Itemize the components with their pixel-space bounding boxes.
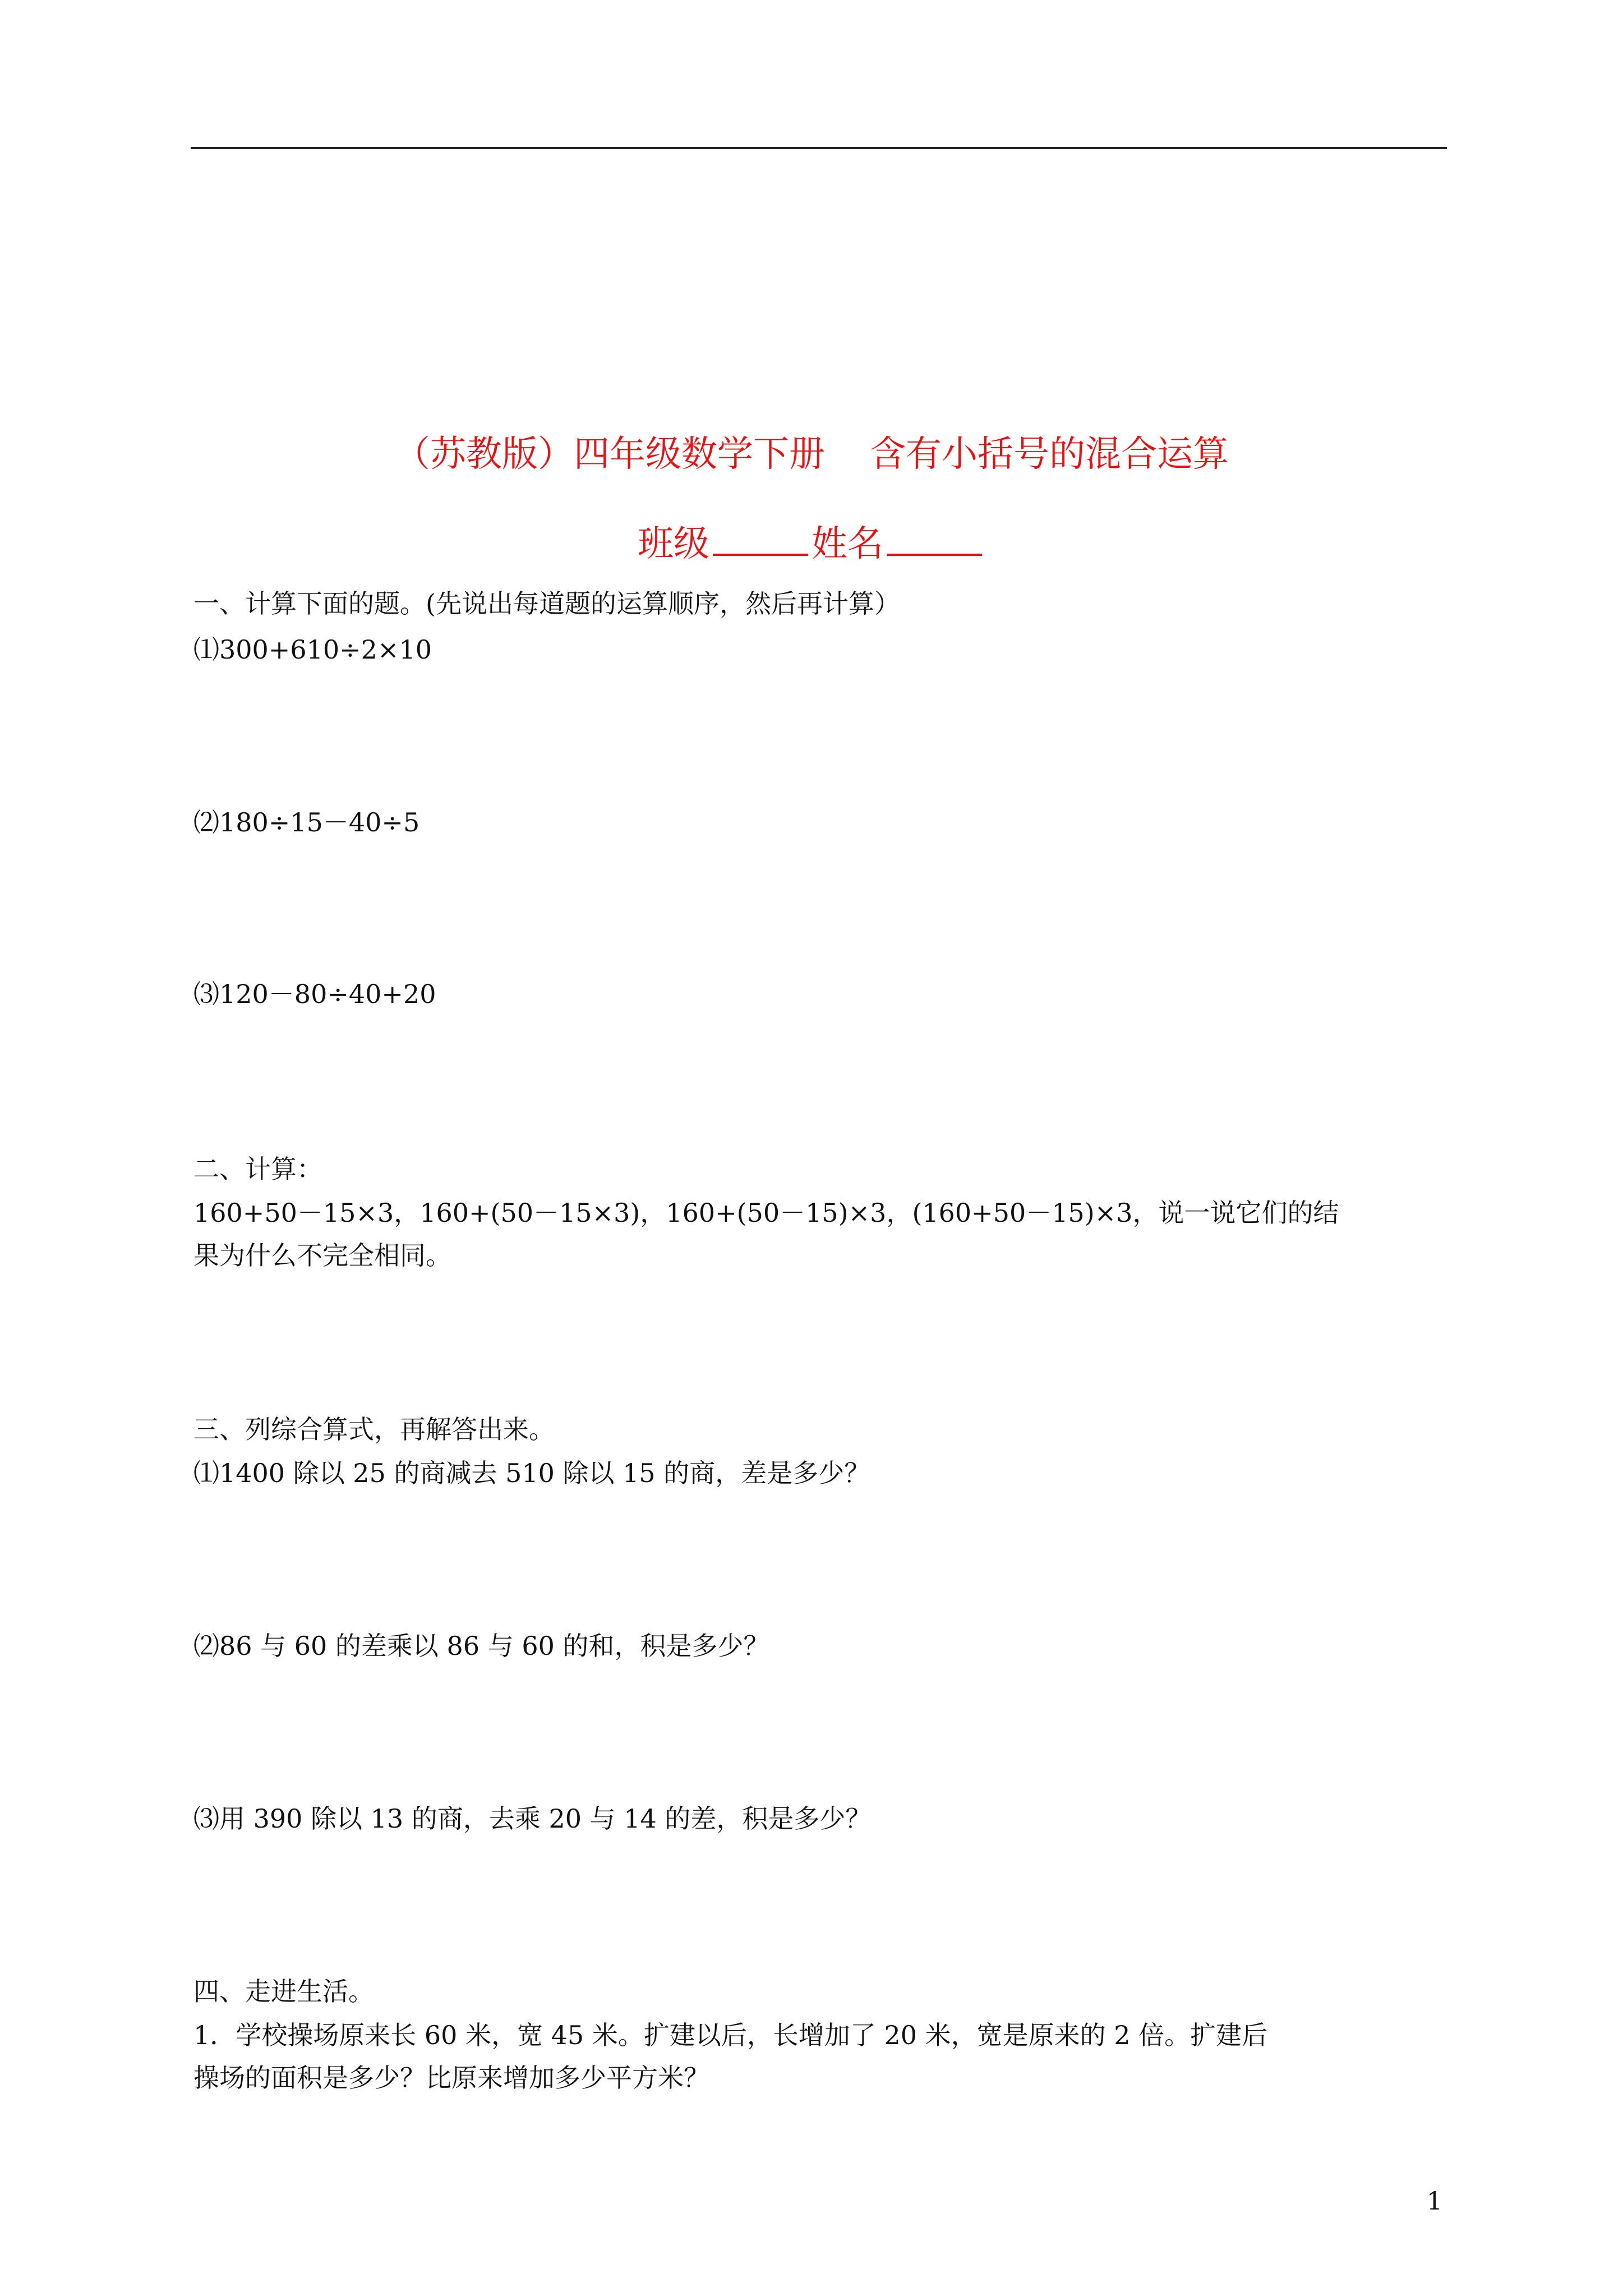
section2-line-1: 160+50－15×3，160+(50－15×3)，160+(50－15)×3，(160+50－15)×3，说一说它们的结	[193, 1198, 1339, 1228]
title-publisher-grade: （苏教版）四年级数学下册	[394, 434, 825, 475]
page-number: 1	[1427, 2187, 1442, 2216]
header-rule	[191, 147, 1447, 149]
title-topic: 含有小括号的混合运算	[870, 434, 1229, 475]
name-blank	[887, 519, 982, 556]
page-title	[0, 426, 1623, 482]
section3-item-1: ⑴1400 除以 25 的商减去 510 除以 15 的商，差是多少？	[193, 1458, 870, 1488]
section1-heading: 一、计算下面的题。(先说出每道题的运算顺序，然后再计算）	[193, 588, 900, 619]
section4-line-2: 操场的面积是多少？比原来增加多少平方米？	[193, 2063, 709, 2093]
section1-item-2: ⑵180÷15－40÷5	[193, 807, 420, 838]
section3-item-3: ⑶用 390 除以 13 的商，去乘 20 与 14 的差，积是多少？	[193, 1803, 872, 1834]
name-label: 姓名	[811, 523, 883, 565]
class-label: 班级	[638, 523, 709, 565]
section2-heading: 二、计算：	[193, 1154, 322, 1184]
class-blank	[713, 519, 808, 556]
section1-item-3: ⑶120－80÷40+20	[193, 979, 436, 1009]
section2-line-2: 果为什么不完全相同。	[193, 1240, 451, 1271]
section4-line-1: 1．学校操场原来长 60 米，宽 45 米。扩建以后，长增加了 20 米，宽是原来的 2 倍。扩建后	[193, 2020, 1268, 2050]
student-info-line	[0, 516, 1623, 572]
section3-item-2: ⑵86 与 60 的差乘以 86 与 60 的和，积是多少？	[193, 1631, 769, 1661]
section4-heading: 四、走进生活。	[193, 1976, 374, 2007]
section1-item-1: ⑴300+610÷2×10	[193, 634, 432, 665]
section3-heading: 三、列综合算式，再解答出来。	[193, 1414, 555, 1444]
